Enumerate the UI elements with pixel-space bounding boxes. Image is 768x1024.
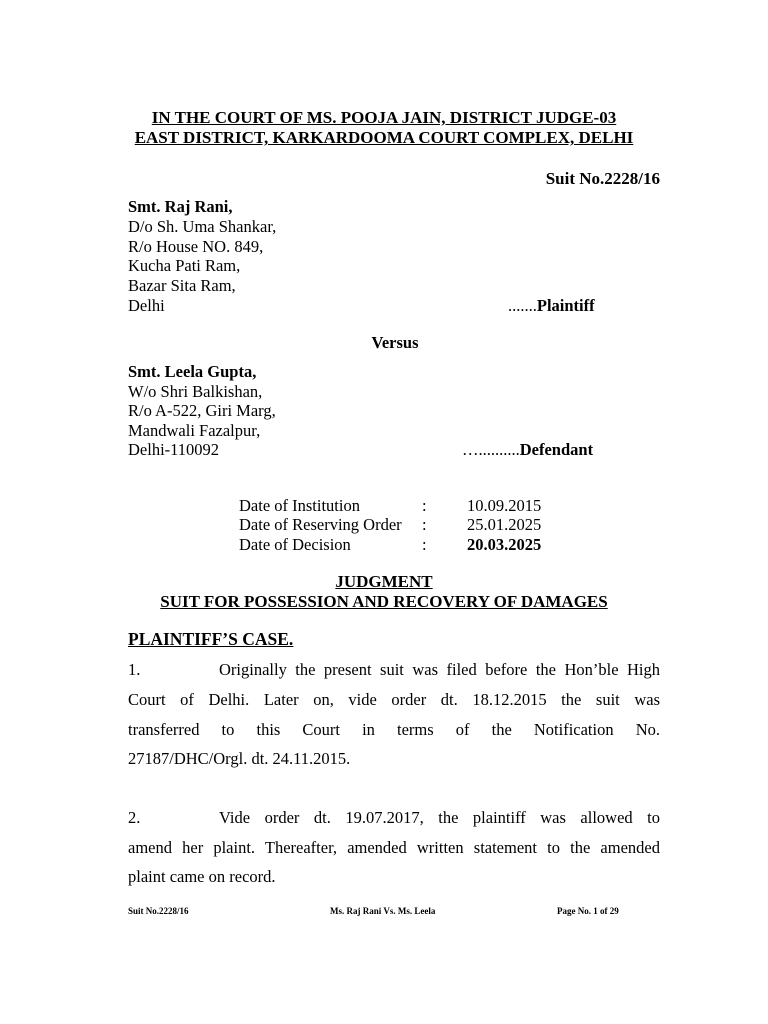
defendant-address-line: R/o A-522, Giri Marg, <box>128 401 276 420</box>
plaintiff-label: Plaintiff <box>536 296 595 315</box>
date-decision-sep: : <box>422 535 427 554</box>
defendant-address-line: Mandwali Fazalpur, <box>128 421 261 440</box>
date-institution-sep: : <box>422 496 427 515</box>
defendant-name: Smt. Leela Gupta, <box>128 362 257 381</box>
plaintiff-address-line: Kucha Pati Ram, <box>128 256 241 275</box>
court-header-line2: EAST DISTRICT, KARKARDOOMA COURT COMPLEX, DELHI <box>134 128 634 147</box>
paragraph-line: transferred to this Court in terms of the Notification No. <box>128 720 660 739</box>
plaintiff-address-line: D/o Sh. Uma Shankar, <box>128 217 277 236</box>
paragraph-line: Vide order dt. 19.07.2017, the plaintiff was allowed to <box>219 808 660 827</box>
footer-suit-number: Suit No.2228/16 <box>128 906 189 916</box>
date-reserving-sep: : <box>422 515 427 534</box>
plaintiff-address-line: Delhi <box>128 296 165 315</box>
plaintiff-dots: ....... <box>508 296 537 315</box>
court-header-line1: IN THE COURT OF MS. POOJA JAIN, DISTRICT JUDGE-03 <box>151 108 617 127</box>
defendant-dots: ….......... <box>462 440 520 459</box>
plaintiff-address-line: Bazar Sita Ram, <box>128 276 236 295</box>
suit-number: Suit No.2228/16 <box>545 169 660 188</box>
footer-parties: Ms. Raj Rani Vs. Ms. Leela <box>330 906 436 916</box>
defendant-address-line: W/o Shri Balkishan, <box>128 382 263 401</box>
defendant-label: Defendant <box>519 440 594 459</box>
defendant-role <box>462 440 593 460</box>
plaintiff-address-line: R/o House NO. 849, <box>128 237 264 256</box>
paragraph-line: Originally the present suit was filed before the Hon’ble High <box>219 660 660 679</box>
versus-label: Versus <box>371 333 419 352</box>
date-decision-label: Date of Decision <box>239 535 351 554</box>
date-reserving-value: 25.01.2025 <box>467 515 542 534</box>
paragraph-line: 27187/DHC/Orgl. dt. 24.11.2015. <box>128 749 351 768</box>
judgment-title: JUDGMENT <box>335 572 433 591</box>
plaintiff-name: Smt. Raj Rani, <box>128 197 233 216</box>
plaintiff-role <box>508 296 595 316</box>
paragraph-line: Court of Delhi. Later on, vide order dt. 18.12.2015 the suit was <box>128 690 660 709</box>
footer-page-number: Page No. 1 of 29 <box>557 906 619 916</box>
defendant-address-line: Delhi-110092 <box>128 440 220 459</box>
section-heading: PLAINTIFF’S CASE. <box>128 629 294 649</box>
date-decision-value: 20.03.2025 <box>467 535 542 554</box>
paragraph-number: 1. <box>128 660 141 679</box>
paragraph-number: 2. <box>128 808 141 827</box>
paragraph-line: plaint came on record. <box>128 867 276 886</box>
date-institution-label: Date of Institution <box>239 496 360 515</box>
judgment-subtitle: SUIT FOR POSSESSION AND RECOVERY OF DAMAGES <box>160 592 608 611</box>
paragraph-line: amend her plaint. Thereafter, amended written statement to the amended <box>128 838 660 857</box>
date-reserving-label: Date of Reserving Order <box>239 515 402 534</box>
date-institution-value: 10.09.2015 <box>467 496 542 515</box>
